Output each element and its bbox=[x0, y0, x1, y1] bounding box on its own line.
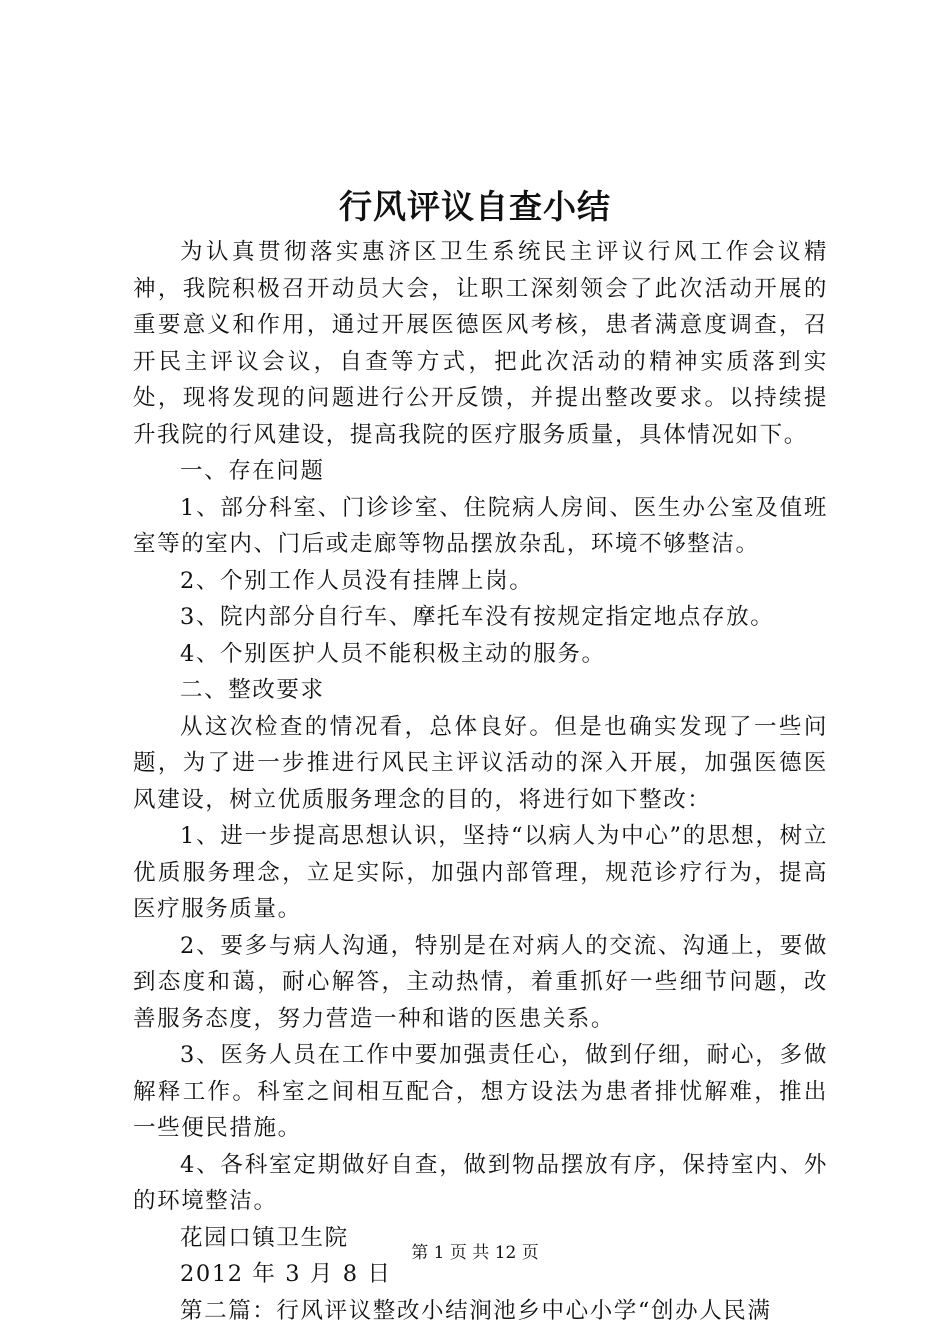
next-article-heading: 第二篇：行风评议整改小结涧池乡中心小学“创办人民满 bbox=[180, 1297, 772, 1324]
requirement-item-3: 3、医务人员在工作中要加强责任心，做到仔细，耐心，多做解释工作。科室之间相互配合，想方设法为患者排忧解难，推出一些便民措施。 bbox=[133, 1042, 828, 1141]
section-heading-requirements: 二、整改要求 bbox=[180, 677, 325, 703]
signature-organization: 花园口镇卫生院 bbox=[180, 1224, 349, 1251]
signature-date: 2012 年 3 月 8 日 bbox=[180, 1261, 392, 1287]
document-title: 行风评议自查小结 bbox=[339, 187, 611, 226]
document-body bbox=[133, 234, 828, 1329]
page-footer: 第 1 页 共 12 页 bbox=[411, 1243, 539, 1263]
section-heading-problems: 一、存在问题 bbox=[180, 458, 325, 484]
problem-item-3: 3、院内部分自行车、摩托车没有按规定指定地点存放。 bbox=[180, 604, 775, 630]
requirement-item-2: 2、要多与病人沟通，特别是在对病人的交流、沟通上，要做到态度和蔼，耐心解答，主动热情，着重抓好一些细节问题，改善服务态度，努力营造一种和谐的医患关系。 bbox=[133, 932, 828, 1032]
paragraph-intro: 为认真贯彻落实惠济区卫生系统民主评议行风工作会议精神，我院积极召开动员大会，让职工深刻领会了此次活动开展的重要意义和作用，通过开展医德医风考核，患者满意度调查，召开民主评议会议，自查等方式，把此次活动的精神实质落到实处，现将发现的问题进行公开反馈，并提出整改要求。以持续提升我院的行风建设，提高我院的医疗服务质量，具体情况如下。 bbox=[133, 239, 828, 448]
problem-item-2: 2、个别工作人员没有挂牌上岗。 bbox=[180, 567, 534, 594]
problem-item-4: 4、个别医护人员不能积极主动的服务。 bbox=[180, 640, 606, 667]
problem-item-1: 1、部分科室、门诊诊室、住院病人房间、医生办公室及值班室等的室内、门后或走廊等物品摆放杂乱，环境不够整洁。 bbox=[133, 494, 828, 557]
paragraph-requirements-intro: 从这次检查的情况看，总体良好。但是也确实发现了一些问题，为了进一步推进行风民主评议活动的深入开展，加强医德医风建设，树立优质服务理念的目的，将进行如下整改： bbox=[133, 713, 828, 813]
requirement-item-1: 1、进一步提高思想认识，坚持“以病人为中心”的思想，树立优质服务理念，立足实际，加强内部管理，规范诊疗行为，提高医疗服务质量。 bbox=[133, 823, 828, 922]
requirement-item-4: 4、各科室定期做好自查，做到物品摆放有序，保持室内、外的环境整洁。 bbox=[133, 1151, 828, 1214]
